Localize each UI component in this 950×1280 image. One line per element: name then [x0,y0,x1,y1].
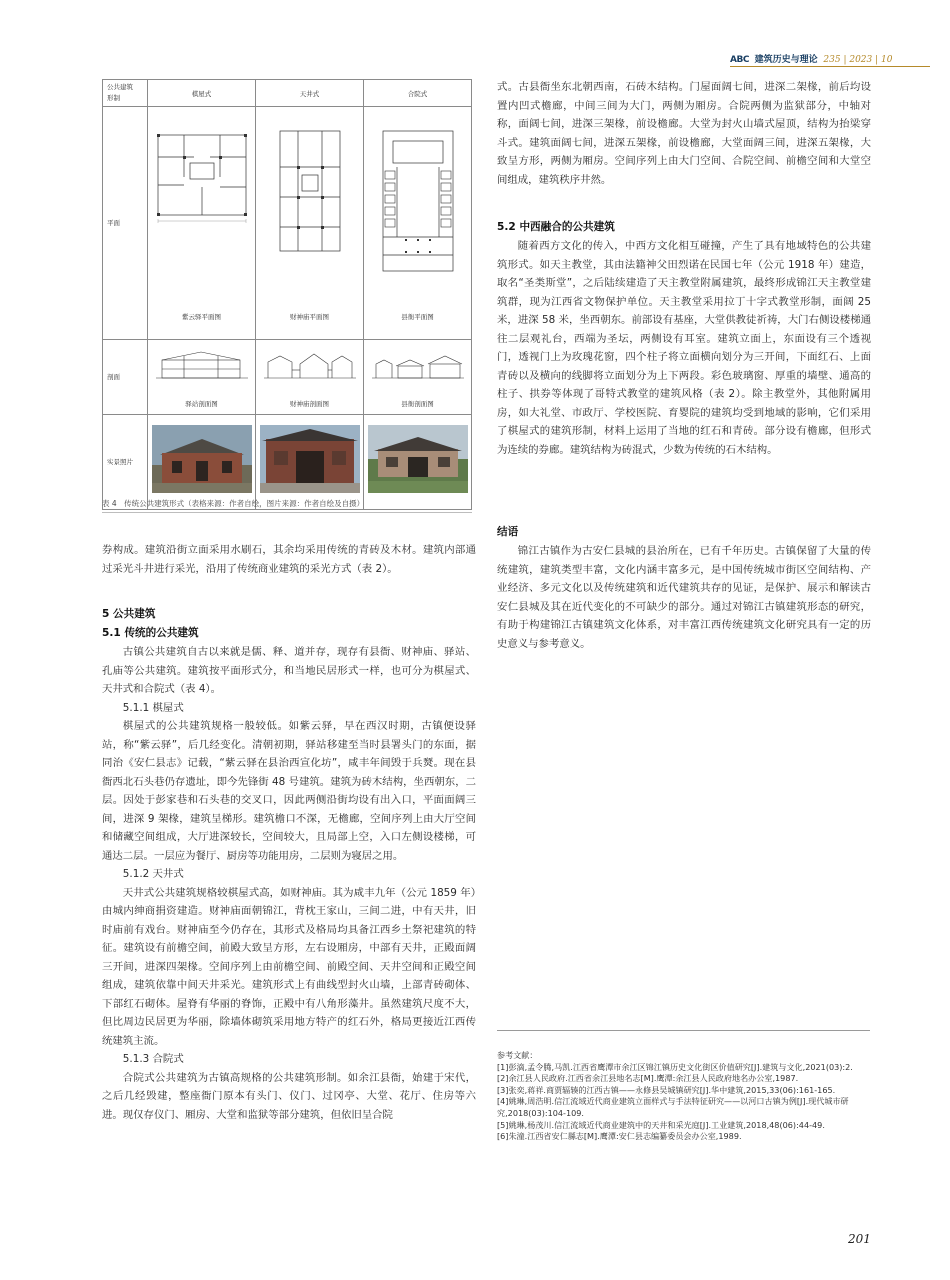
journal-issue: 235 | 2023 | 10 [823,55,893,65]
section-caption: 县衙剖面图 [401,400,434,408]
table-col-header: 棋屋式 [148,80,256,107]
corner-line-2: 形制 [107,94,120,102]
right-column [497,218,871,459]
section-heading: 5 公共建筑 [102,608,156,620]
conclusion-heading: 结语 [497,526,519,538]
table-col-header: 合院式 [364,80,472,107]
reference-item: [4]姚琳,周浩明.信江流域近代商业建筑立面样式与手法特征研究——以河口古镇为例[J].现代城市研究,2018(03):104-109. [497,1096,849,1118]
photo-cell-caishenmiao [256,415,364,510]
left-continuation [102,541,476,578]
table-col-header: 天井式 [256,80,364,107]
table-corner [103,80,148,107]
references-title: 参考文献： [497,1050,538,1060]
journal-name: 建筑历史与理论 [754,55,818,65]
page-number: 201 [848,1232,871,1246]
section-cell-caishenmiao [256,340,364,415]
section-cell-yizhan [148,340,256,415]
plan-caption: 紫云驿平面图 [182,313,221,321]
plan-cell-xianya [364,107,472,340]
paragraph: 天井式公共建筑规格较棋屋式高，如财神庙。其为咸丰九年（公元 1859 年）由城内绅商捐资建造。财神庙面朝锦江，背枕王家山，三间二进，中有天井，旧时庙前有戏台。财神庙至今仍存在，其形式及格局均具备江西乡土祭祀建筑的特征。建筑设有前檐空间，前殿大致呈方形，左右设厢房，中部有天井，正殿面阔三开间，进深四架椽。空间序列上由前檐空间、前殿空间、天井空间和正殿空间组成，建筑依靠中间天井采光。建筑形式上有曲线型封火山墙，上部青砖砌体、下部红石砌体。屋脊有华丽的脊饰，正殿中有八角形藻井。虽然建筑尺度不大，但比周边民居更为华丽，除墙体砌筑采用地方特产的红石外，格局更接近江西传统建筑主流。 [102,886,476,1047]
left-column [102,605,476,1124]
ziyunyi-plan-drawing [154,127,250,227]
section-heading: 5.2 中西融合的公共建筑 [497,221,615,233]
subsection-heading: 5.1.1 棋屋式 [122,701,184,714]
section-caption: 驿站剖面图 [185,400,218,408]
plan-caption: 财神庙平面图 [290,313,329,321]
xianya-photo [368,425,468,493]
paragraph: 式。古县衙坐东北朝西南，石砖木结构。门屋面阔七间，进深二架椽，前后均设置内凹式檐廊，中间三间为大门，两侧为厢房。合院两侧为监狱部分，中轴对称，面阔七间，进深三架椽，前设檐廊。大堂为封火山墙式屋顶，结构为抬梁穿斗式。建筑面阔七间，进深五架椽，前设檐廊，大堂面阔三间，进深五架椽，大致呈方形，两侧为厢房。空间序列上由大门空间、合院空间、前檐空间和大堂空间组成，建筑秩序井然。 [497,81,871,186]
subsection-heading: 5.1.2 天井式 [122,868,184,880]
journal-header [730,52,930,66]
reference-item: [6]朱潼.江西省安仁縣志[M].鹰潭:安仁县志编纂委员会办公室,1989. [497,1131,742,1142]
header-rule [730,66,930,67]
caishenmiao-photo [260,425,360,493]
reference-item: [1]彭滴,孟令腾,马凯.江西省鹰潭市余江区锦江镇历史文化街区价值研究[J].建筑与文化,2021(03):2. [497,1061,853,1072]
table-row-header-section: 剖面 [103,340,148,415]
photo-cell-ziyunyi [148,415,256,510]
reference-item: [5]姚琳,杨茂川.信江流域近代商业建筑中的天井和采光庭[J].工业建筑,2018,48(06):44-49. [497,1119,825,1130]
conclusion [497,523,871,653]
table-row-header-plan: 平面 [103,107,148,340]
reference-item: [2]余江县人民政府.江西省余江县地名志[M].鹰潭:余江县人民政府地名办公室,1987. [497,1073,799,1084]
yizhan-section-drawing [154,350,250,382]
ziyunyi-photo [152,425,252,493]
paragraph: 随着西方文化的传入，中西方文化相互碰撞，产生了具有地域特色的公共建筑形式。如天主教堂，其由法籍神父田烈诺在民国七年（公元 1918 年）建造，取名“圣类斯堂”，之后陆续建造了天主教堂附属建筑，最终形成锦江天主教堂建筑群，现为江西省文物保护单位。天主教堂采用拉丁十字式教堂形制，面阔 25 米，进深 58 米，坐西朝东。前部设有基座，大堂供教徒祈祷，大门右侧设楼梯通往二层观礼台，西端为圣坛，两侧设有耳室。建筑立面上，东面设有三个透视门，透视门上为玫瑰花窗，四个柱子将立面横向划分为三开间，下面红石、上面青砖以及横向的线脚将立面划分为上下两段。彩色玻璃窗、厚重的墙壁、通高的柱子、拱券等体现了哥特式教堂的建筑风格（表 2）。除主教堂外，其他附属用房，如大礼堂、市政厅、学校医院、育婴院的建筑均受到地域的影响，它们采用了棋屋式的建筑形制，材料上运用了当地的红石和青砖。部分设有檐廊，但形式为连续的券廊。建筑结构为砖混式，少数为传统的石木结构。 [497,240,871,456]
section-heading: 5.1 传统的公共建筑 [102,627,199,639]
paragraph: 古镇公共建筑自古以来就是儒、释、道并存，现存有县衙、财神庙、驿站、孔庙等公共建筑。建筑按平面形式分，和当地民居形式一样，也可分为棋屋式、天井式和合院式（表 4）。 [102,646,476,695]
references-rule [497,1030,870,1031]
xianya-plan-drawing [375,127,461,277]
reference-item: [3]张奕,蒋祥.商贾辐辏的江西古镇——永修县吴城镇研究[J].华中建筑,2015,33(06):161-165. [497,1084,836,1095]
paragraph: 合院式公共建筑为古镇高规格的公共建筑形制。如余江县衙，始建于宋代，之后几经毁建，整座衙门原本有头门、仪门、过冈亭、大堂、花厅、住房等六进。现仅存仪门、厢房、大堂和监狱等部分建筑，但依旧呈合院 [102,1071,476,1121]
plan-cell-ziyunyi [148,107,256,340]
caishenmiao-plan-drawing [274,127,346,257]
plan-caption: 县衙平面图 [401,313,434,321]
section-caption: 财神庙剖面图 [290,400,329,408]
paragraph: 棋屋式的公共建筑规格一般较低。如紫云驿，早在西汉时期，古镇便设驿站，称“紫云驿”，后几经变化。清朝初期，驿站移建至当时县署头门的东面，据同治《安仁县志》记载，“紫云驿在县治西宣化坊”，咸丰年间毁于兵燹。现在县衙西北石头巷仍存遗址，即今先锋街 48 号建筑。建筑为砖木结构，坐西朝东，二层。因处于彭家巷和石头巷的交叉口，因此两侧沿街均设有出入口，平面面阔三间，进深 9 架椽，建筑呈梯形。建筑檐口不深，无檐廊，空间序列上由大厅空间和储藏空间组成，大厅进深较长，空间较大，且局部上空，入口左侧设楼梯，可通达二层。一层应为餐厅、厨房等功能用房，二层则为寝居之用。 [102,720,476,862]
plan-cell-caishenmiao [256,107,364,340]
table-caption: 表 4 传统公共建筑形式（表格来源：作者自绘，图片来源：作者自绘及自摄） [102,499,365,508]
section-cell-xianya [364,340,472,415]
table-caption-rule [102,512,472,513]
journal-logo: ABC [730,55,749,65]
xianya-section-drawing [370,350,466,382]
photo-cell-xianya [364,415,472,510]
paragraph: 锦江古镇作为古安仁县城的县治所在，已有千年历史。古镇保留了大量的传统建筑，建筑类型丰富，文化内涵丰富多元，是中国传统城市街区空间结构、产业经济、多元文化以及传统建筑和近代建筑共存的见证，是保护、展示和解读古安仁县城及其在近代变化的不可缺少的部分。通过对锦江古镇建筑形态的研究，有助于构建锦江古镇建筑文化体系，对丰富江西传统建筑文化研究具有一定的历史意义与参考意义。 [497,545,871,650]
table-4-public-buildings [102,79,472,510]
references [497,1050,871,1143]
corner-line-1: 公共建筑 [107,83,133,91]
table-row-header-photo: 实景照片 [103,415,148,510]
right-continuation [497,78,871,189]
subsection-heading: 5.1.3 合院式 [122,1053,184,1065]
caishenmiao-section-drawing [262,350,358,382]
paragraph: 券构成。建筑沿街立面采用水刷石，其余均采用传统的青砖及木材。建筑内部通过采光斗井进行采光，沿用了传统商业建筑的采光方式（表 2）。 [102,544,476,575]
